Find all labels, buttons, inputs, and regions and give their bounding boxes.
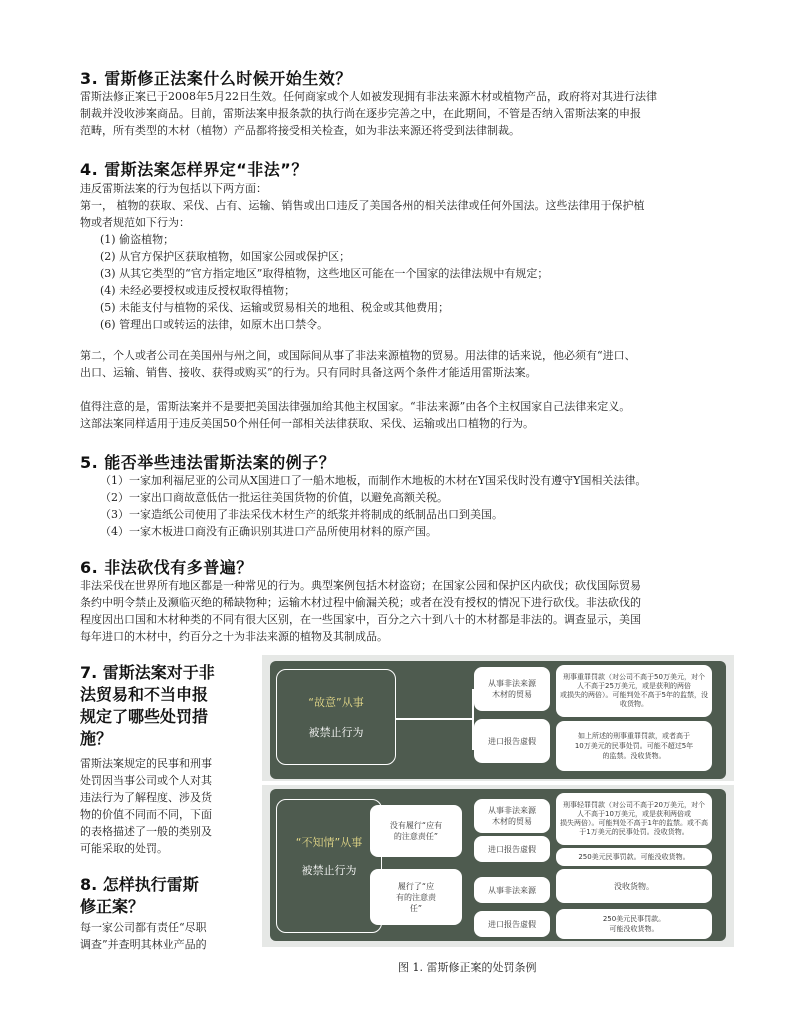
section-7-line: 的表格描述了一般的类别及 — [80, 825, 212, 838]
list-item: （2）一家出口商故意低估一批运往美国货物的价值，以避免高额关税。 — [100, 491, 448, 504]
section-4-heading: 4. 雷斯法案怎样界定“非法”？ — [80, 160, 308, 179]
section-7-line: 处罚因当事公司或个人对其 — [80, 774, 212, 787]
top-right-bubble: 如上所述的刑事重罪罚款，或者高于 10万美元的民事处罚。可能不超过5年 的监禁。没收货物。 — [556, 721, 712, 771]
section-3-line: 制裁并没收涉案商品。目前，雷斯法案申报条款的执行尚在逐步完善之中，在此期间，不管是否纳入雷斯法案的申报 — [80, 107, 641, 120]
section-4-note-line: 这部法案同样适用于违反美国50个州任何一部相关法律获取、采伐、运输或出口植物的行为。 — [80, 417, 534, 430]
section-7-heading-line: 施？ — [80, 729, 113, 748]
section-7-heading-line: 规定了哪些处罚措 — [80, 707, 209, 726]
section-7-line: 雷斯法案规定的民事和刑事 — [80, 757, 212, 770]
list-item: (2) 从官方保护区获取植物，如国家公园或保护区； — [100, 250, 351, 263]
section-5-heading: 5. 能否举些违法雷斯法案的例子？ — [80, 453, 336, 472]
section-3-line: 雷斯法修正案已于2008年5月22日生效。任何商家或个人如被发现拥有非法来源木材或植物产品，政府将对其进行法律 — [80, 90, 657, 103]
figure-separator — [262, 781, 734, 785]
list-item: (3) 从其它类型的“官方指定地区”取得植物，这些地区可能在一个国家的法律法规中有规定； — [100, 267, 549, 280]
section-4-note — [80, 398, 740, 432]
section-6-line: 非法采伐在世界所有地区都是一种常见的行为。典型案例包括木材盗窃；在国家公园和保护区内砍伐；砍伐国际贸易 — [80, 579, 641, 592]
section-4-second-line: 出口、运输、销售、接收、获得或购买”的行为。只有同时具备这两个条件才能适用雷斯法案。 — [80, 366, 537, 379]
list-item: （3）一家造纸公司使用了非法采伐木材生产的纸浆并将制成的纸制品出口到美国。 — [100, 508, 503, 521]
section-6-line: 程度因出口国和木材种类的不同有很大区别，在一些国家中，百分之六十到八十的木材都是非法的。调查显示，美国 — [80, 613, 641, 626]
section-3-body — [80, 88, 740, 139]
section-7-heading — [80, 662, 250, 750]
top-right-bubble: 刑事重罪罚款（对公司不高于50万美元，对个人不高于25万美元，或是获利的两倍 或损失的两倍）。可能判处不高于5年的监禁，没收货物。 — [556, 665, 712, 717]
section-6-body — [80, 577, 740, 645]
bottom-mid-bubble: 进口报告虚假 — [474, 911, 550, 937]
section-4-list — [100, 231, 548, 333]
section-4-intro: 违反雷斯法案的行为包括以下两方面： — [80, 182, 267, 195]
section-4-first — [80, 197, 740, 231]
negligent-box-subtitle: 被禁止行为 — [301, 864, 357, 877]
section-4-note-line: 值得注意的是，雷斯法案并不是要把美国法律强加给其他主权国家。“非法来源”由各个主权国家自己法律来定义。 — [80, 400, 631, 413]
figure-caption: 图 1. 雷斯修正案的处罚条例 — [398, 961, 537, 974]
section-7-heading-line: 7. 雷斯法案对于非 — [80, 663, 215, 682]
list-item: （1）一家加利福尼亚的公司从X国进口了一船木地板，而制作木地板的木材在Y国采伐时没有遵守Y国相关法律。 — [100, 474, 647, 487]
section-4-first-line: 物或者规范如下行为： — [80, 216, 190, 229]
list-item: （4）一家木板进口商没有正确识别其进口产品所使用材料的原产国。 — [100, 525, 437, 538]
section-7-line: 物的价值不同而不同，下面 — [80, 808, 212, 821]
list-item: (5) 未能支付与植物的采伐、运输或贸易相关的地租、税金或其他费用； — [100, 301, 450, 314]
section-4-first-line: 第一， 植物的获取、采伐、占有、运输、销售或出口违反了美国各州的相关法律或任何外国法。这些法律用于保护植 — [80, 199, 645, 212]
bottom-right-bubble: 250美元民事罚款。 可能没收货物。 — [556, 909, 712, 939]
negligent-box — [276, 799, 382, 933]
section-8-heading-line: 8. 怎样执行雷斯 — [80, 875, 199, 894]
bottom-left-bubble: 履行了“应 有的注意责 任” — [370, 869, 462, 925]
negligent-box-title: “不知情”从事 — [295, 836, 363, 849]
list-item: (1) 偷盗植物； — [100, 233, 175, 246]
list-item: (4) 未经必要授权或违反授权取得植物； — [100, 284, 296, 297]
bottom-right-bubble: 刑事轻罪罚款（对公司不高于20万美元，对个人不高于10万美元，或是获利两倍或 损失两倍）。可能判处不高于1年的监禁。或不高于1万美元的民事处罚。没收货物。 — [556, 793, 712, 845]
section-8-heading — [80, 874, 250, 918]
bottom-right-bubble: 250美元民事罚款。可能没收货物。 — [556, 848, 712, 866]
section-6-line: 条约中明令禁止及濒临灭绝的稀缺物种；运输木材过程中偷漏关税；或者在没有授权的情况下进行砍伐。非法砍伐的 — [80, 596, 641, 609]
bottom-left-bubble: 没有履行“应有 的注意责任” — [370, 805, 462, 857]
section-6-line: 每年进口的木材中，约百分之十为非法来源的植物及其制成品。 — [80, 630, 388, 643]
section-8-line: 每一家公司都有责任“尽职 — [80, 921, 207, 934]
penalty-figure — [262, 655, 734, 947]
willful-box — [276, 669, 396, 765]
section-3-heading: 3. 雷斯修正法案什么时候开始生效？ — [80, 69, 352, 88]
section-8-heading-line: 修正案？ — [80, 897, 145, 916]
bottom-mid-bubble: 从事非法来源 — [474, 877, 550, 903]
section-6-heading: 6. 非法砍伐有多普遍？ — [80, 558, 253, 577]
top-mid-bubble: 进口报告虚假 — [474, 719, 550, 763]
section-7-heading-line: 法贸易和不当申报 — [80, 685, 209, 704]
list-item: (6) 管理出口或转运的法律，如原木出口禁令。 — [100, 318, 329, 331]
bottom-mid-bubble: 进口报告虚假 — [474, 836, 550, 862]
section-7-line: 违法行为了解程度、涉及货 — [80, 791, 212, 804]
willful-box-subtitle: 被禁止行为 — [308, 726, 364, 739]
bottom-mid-bubble: 从事非法来源 木材的贸易 — [474, 799, 550, 833]
bottom-right-bubble: 没收货物。 — [556, 869, 712, 903]
section-5-list — [100, 472, 646, 540]
section-4-second — [80, 347, 740, 381]
section-8-body — [80, 919, 250, 953]
section-4-second-line: 第二，个人或者公司在美国州与州之间，或国际间从事了非法来源植物的贸易。用法律的话来说，他必须有“进口、 — [80, 349, 636, 362]
section-7-body — [80, 755, 250, 857]
section-8-line: 调查”并查明其林业产品的 — [80, 938, 207, 951]
section-7-line: 可能采取的处罚。 — [80, 842, 168, 855]
section-3-line: 范畴，所有类型的木材（植物）产品都将接受相关检查，如为非法来源还将受到法律制裁。 — [80, 124, 520, 137]
willful-box-title: “故意”从事 — [308, 696, 364, 709]
top-mid-bubble: 从事非法来源 木材的贸易 — [474, 667, 550, 711]
